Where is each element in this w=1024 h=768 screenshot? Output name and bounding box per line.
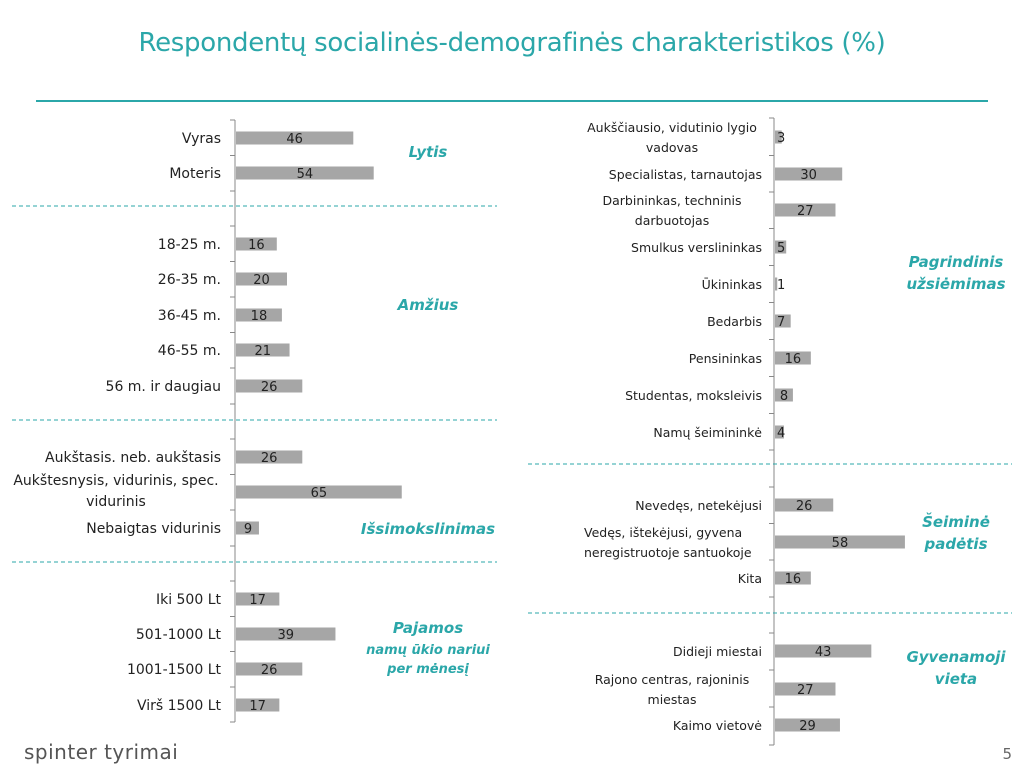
- group-label: Gyvenamoji: [906, 648, 1006, 666]
- bar-value-label: 9: [243, 522, 253, 537]
- bar-value-label: 43: [814, 645, 832, 660]
- group-label: Amžius: [397, 296, 459, 314]
- group-label: Šeiminė: [922, 513, 990, 531]
- category-label: Aukščiausio, vidutinio lygio vadovas: [587, 120, 757, 155]
- bar-value-label: 46: [286, 132, 303, 147]
- group-label: Lytis: [408, 143, 448, 161]
- category-label: Didieji miestai: [672, 644, 762, 659]
- category-label: Iki 500 Lt: [155, 592, 221, 608]
- category-label: 56 m. ir daugiau: [105, 379, 221, 395]
- category-label: Aukštesnysis, vidurinis, spec. vidurinis: [13, 473, 219, 510]
- bar-value-label: 5: [777, 241, 786, 256]
- bar-value-label: 54: [296, 167, 314, 182]
- bar-value-label: 1: [777, 278, 786, 293]
- category-label: Namų šeimininkė: [653, 425, 762, 440]
- page-number: 5: [1002, 745, 1012, 763]
- category-label: 501-1000 Lt: [135, 627, 221, 643]
- bar-value-label: 39: [277, 628, 294, 643]
- category-label: 1001-1500 Lt: [126, 662, 221, 678]
- bar-value-label: 65: [310, 486, 328, 501]
- bar-value-label: 30: [800, 168, 817, 183]
- category-label: 18-25 m.: [157, 237, 221, 253]
- bar-value-label: 17: [249, 699, 266, 714]
- category-label: Bedarbis: [707, 314, 762, 329]
- category-label: Studentas, moksleivis: [625, 388, 762, 403]
- bar-value-label: 26: [795, 499, 813, 514]
- bar-value-label: 16: [784, 572, 802, 587]
- bar-value-label: 58: [831, 536, 849, 551]
- bar-value-label: 7: [777, 315, 786, 330]
- group-label: Pajamos: [392, 619, 464, 637]
- bar-value-label: 26: [260, 380, 278, 395]
- bar-value-label: 17: [249, 593, 266, 608]
- bar-value-label: 27: [796, 683, 814, 698]
- category-label: Specialistas, tarnautojas: [608, 167, 762, 182]
- category-label: 26-35 m.: [157, 272, 221, 288]
- bar-value-label: 16: [784, 352, 802, 367]
- category-label: Virš 1500 Lt: [136, 698, 221, 714]
- group-label: padėtis: [924, 535, 988, 553]
- category-label: Smulkus verslininkas: [631, 240, 762, 255]
- category-label: Vedęs, ištekėjusi, gyvena neregistruotoje santuokoje: [584, 525, 752, 560]
- category-label: Nevedęs, netekėjusi: [635, 498, 762, 513]
- category-label: Moteris: [169, 166, 221, 182]
- bar-value-label: 4: [777, 426, 786, 441]
- group-sublabel: per mėnesį: [387, 662, 469, 677]
- category-label: Rajono centras, rajoninis miestas: [594, 672, 750, 707]
- bar-value-label: 20: [253, 273, 270, 288]
- category-label: Ūkininkas: [701, 277, 762, 292]
- group-label: Išsimokslinimas: [360, 520, 496, 538]
- brand-logo: spinter tyrimai: [24, 740, 179, 764]
- group-label: užsiėmimas: [906, 275, 1006, 293]
- category-label: Kaimo vietovė: [672, 718, 762, 733]
- bar-value-label: 3: [777, 131, 786, 146]
- page-title: Respondentų socialinės-demografinės charakteristikos (%): [138, 28, 886, 58]
- category-label: Nebaigtas vidurinis: [86, 521, 221, 537]
- group-sublabel: namų ūkio nariui: [366, 643, 490, 658]
- bar-value-label: 8: [779, 389, 789, 404]
- category-label: Vyras: [181, 131, 221, 147]
- bar-value-label: 27: [796, 204, 814, 219]
- group-label: vieta: [934, 670, 978, 688]
- bar-value-label: 29: [799, 719, 816, 734]
- category-label: 36-45 m.: [157, 308, 221, 324]
- bar-value-label: 26: [260, 663, 278, 678]
- category-label: Kita: [737, 571, 762, 586]
- category-label: Darbininkas, techninis darbuotojas: [602, 193, 742, 228]
- category-label: Aukštasis. neb. aukštasis: [45, 450, 221, 466]
- bar-value-label: 26: [260, 451, 278, 466]
- category-label: Pensininkas: [688, 351, 762, 366]
- bar-value-label: 21: [254, 344, 272, 359]
- bar-value-label: 16: [248, 238, 265, 253]
- category-label: 46-55 m.: [157, 343, 221, 359]
- group-label: Pagrindinis: [908, 253, 1004, 271]
- bar-value-label: 18: [250, 309, 268, 324]
